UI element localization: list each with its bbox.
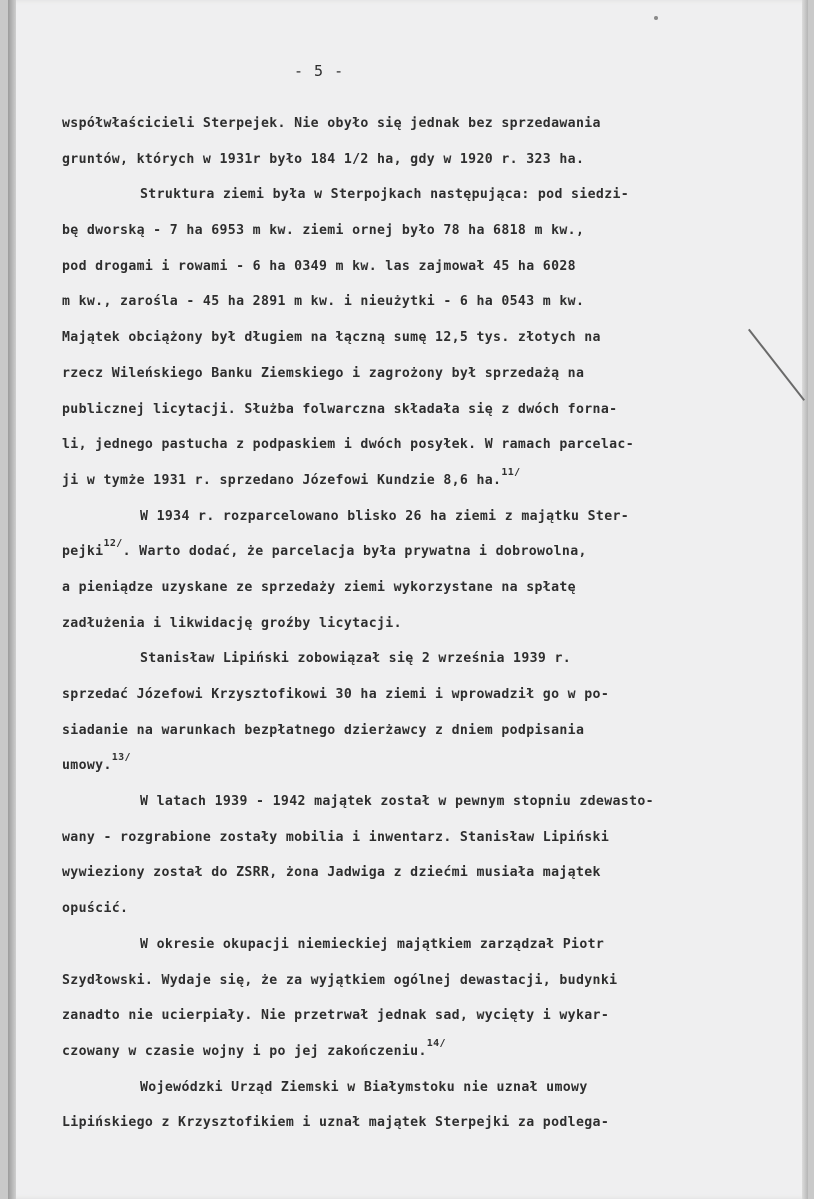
- line-text: publicznej licytacji. Służba folwarczna składała się z dwóch forna-: [62, 401, 618, 417]
- text-line: [62, 606, 792, 642]
- line-text: li, jednego pastucha z podpaskiem i dwóch posyłek. W ramach parcelac-: [62, 437, 634, 453]
- page-number: - 5 -: [294, 62, 345, 80]
- text-line: [62, 427, 792, 463]
- line-text: a pieniądze uzyskane ze sprzedaży ziemi wykorzystane na spłatę: [62, 579, 576, 595]
- line-text: gruntów, których w 1931r było 184 1/2 ha, gdy w 1920 r. 323 ha.: [62, 151, 585, 167]
- text-line: [62, 784, 792, 820]
- text-line: [62, 748, 792, 784]
- line-text: wywieziony został do ZSRR, żona Jadwiga z dziećmi musiała majątek: [62, 865, 601, 881]
- text-line: [62, 177, 792, 213]
- footnote-reference: 11/: [501, 466, 521, 478]
- line-text: Wojewódzki Urząd Ziemski w Białymstoku nie uznał umowy: [140, 1079, 588, 1095]
- line-text: Struktura ziemi była w Sterpojkach następująca: pod siedzi-: [140, 187, 630, 203]
- text-line: [62, 1070, 792, 1106]
- footnote-reference: 13/: [111, 752, 131, 764]
- line-text: Majątek obciążony był długiem na łączną sumę 12,5 tys. złotych na: [62, 330, 601, 346]
- text-line: [62, 356, 792, 392]
- line-text: W 1934 r. rozparcelowano blisko 26 ha ziemi z majątku Ster-: [140, 508, 630, 524]
- text-line: [62, 641, 792, 677]
- text-line: [62, 963, 792, 999]
- line-text: W okresie okupacji niemieckiej majątkiem zarządzał Piotr: [140, 936, 605, 952]
- line-text: siadanie na warunkach bezpłatnego dzierżawcy z dniem podpisania: [62, 722, 585, 738]
- line-text: pod drogami i rowami - 6 ha 0349 m kw. las zajmował 45 ha 6028: [62, 258, 576, 274]
- text-line: [62, 820, 792, 856]
- line-text: Szydłowski. Wydaje się, że za wyjątkiem ogólnej dewastacji, budynki: [62, 972, 618, 988]
- line-text: W latach 1939 - 1942 majątek został w pewnym stopniu zdewasto-: [140, 794, 654, 810]
- text-line: [62, 891, 792, 927]
- text-line: [62, 499, 792, 535]
- text-line: [62, 534, 792, 570]
- line-text: współwłaścicieli Sterpejek. Nie obyło się jednak bez sprzedawania: [62, 116, 601, 131]
- line-text: m kw., zarośla - 45 ha 2891 m kw. i nieużytki - 6 ha 0543 m kw.: [62, 294, 585, 310]
- line-text: umowy.: [62, 758, 112, 774]
- text-line: [62, 927, 792, 963]
- line-text: wany - rozgrabione zostały mobilia i inwentarz. Stanisław Lipiński: [62, 829, 610, 845]
- text-line: [62, 249, 792, 285]
- text-line: [62, 213, 792, 249]
- text-line: [62, 713, 792, 749]
- text-line: [62, 142, 792, 178]
- text-line: [62, 570, 792, 606]
- body-text: [62, 106, 792, 1141]
- text-line: [62, 855, 792, 891]
- line-text-continuation: . Warto dodać, że parcelacja była prywatna i dobrowolna,: [122, 544, 587, 560]
- text-line: [62, 284, 792, 320]
- line-text: ji w tymże 1931 r. sprzedano Józefowi Kundzie 8,6 ha.: [62, 472, 502, 488]
- text-line: [62, 998, 792, 1034]
- text-line: [62, 106, 792, 142]
- document-page: [8, 0, 808, 1199]
- line-text: rzecz Wileńskiego Banku Ziemskiego i zagrożony był sprzedażą na: [62, 365, 585, 381]
- line-text: zadłużenia i likwidację groźby licytacji.: [62, 615, 402, 631]
- footnote-reference: 12/: [103, 538, 123, 550]
- line-text: zanadto nie ucierpiały. Nie przetrwał jednak sad, wycięty i wykar-: [62, 1008, 610, 1024]
- page-right-edge: [802, 0, 808, 1199]
- text-line: [62, 320, 792, 356]
- line-text: bę dworską - 7 ha 6953 m kw. ziemi ornej było 78 ha 6818 m kw.,: [62, 223, 585, 239]
- line-text: Lipińskiego z Krzysztofikiem i uznał majątek Sterpejki za podlega-: [62, 1115, 610, 1131]
- line-text: pejki: [62, 544, 104, 560]
- text-line: [62, 1034, 792, 1070]
- text-line: [62, 463, 792, 499]
- text-line: [62, 1105, 792, 1141]
- text-line: [62, 677, 792, 713]
- line-text: sprzedać Józefowi Krzysztofikowi 30 ha ziemi i wprowadził go w po-: [62, 687, 610, 702]
- text-line: [62, 392, 792, 428]
- line-text: Stanisław Lipiński zobowiązał się 2 września 1939 r.: [140, 651, 572, 667]
- line-text: czowany w czasie wojny i po jej zakończeniu.: [62, 1043, 427, 1059]
- page-left-edge: [8, 0, 16, 1199]
- ink-speck: [654, 16, 658, 20]
- footnote-reference: 14/: [426, 1037, 446, 1049]
- line-text: opuścić.: [62, 901, 129, 917]
